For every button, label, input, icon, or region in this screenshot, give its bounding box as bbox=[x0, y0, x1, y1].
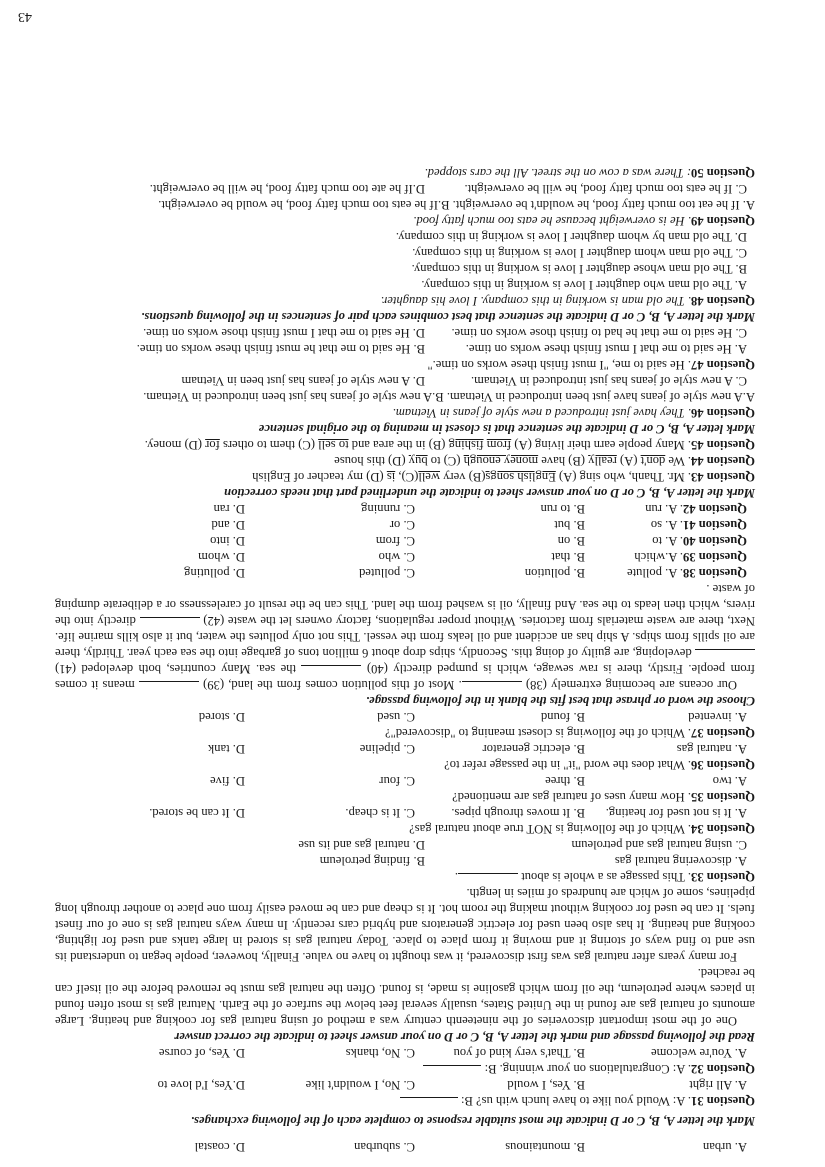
option-a: A. urban bbox=[702, 1140, 747, 1154]
page-number: 43 bbox=[18, 9, 32, 24]
option-b: B. mountainous bbox=[505, 1140, 585, 1154]
question-42: Question 42. A. run B. to run C. running D. ran bbox=[213, 502, 747, 516]
question-48-option-d: D. The old man by whom daughter I love is working in this company. bbox=[395, 230, 747, 244]
question-48-option-c: C. The old man whom daughter I love is working in this company. bbox=[412, 246, 747, 260]
question-31-options: A. All right B. Yes, I would C. No, I wouldn't like D.Yes, I'd love to bbox=[157, 1078, 747, 1092]
passage2: Our oceans are becoming extremely (38) . Most of this pollution comes from the land, (39) means it comes from people. Firstly, there is raw sewage, which is pumped directly (40) the sea. Many countries, both developed (41) developing, are guilty of doing this. Secondly, ships drop about 6 million tons of garbage into the sea each year. Thirdly, there are oil spills from ships. A ship has an accident and oil leaks from the vessel. This not only pollutes the water, but it also kills marine life. Next, there are waste materials from factories. Without proper regulations, factory owners let the waste (42) directly into the rivers, which then leads to the sea. And finally, oil is washed from the land. This can be the result of carelessness or a deliberate dumping of waste . bbox=[54, 582, 755, 692]
question-48-option-a: A. The old man who daughter I love is working in this company. bbox=[421, 278, 747, 292]
section-heading-cloze: Choose the word or phrase that best fits the blank in the following passage. bbox=[365, 694, 755, 708]
question-33-options-ab: A. discovering natural gas B. finding petroleum bbox=[319, 854, 747, 868]
question-31: Question 31. A: Would you like to have lunch with us? B: bbox=[55, 1093, 755, 1109]
section-heading-combine: Mark the letter A, B, C or D indicate the sentence that best combines each pair of sentences in the following questions. bbox=[141, 310, 755, 324]
question-35-options: A. two B. three C. four D. five bbox=[210, 774, 747, 788]
question-50: Question 50: There was a cow on the street. All the cars stopped. bbox=[424, 166, 755, 180]
question-49-options-cd: C. If he eats too much fatty food, he will be overweight. D.If he ate too much fatty food, he will be overweight. bbox=[149, 182, 747, 196]
option-c: C. suburban bbox=[354, 1140, 415, 1154]
top-options-row bbox=[55, 1139, 755, 1155]
question-47: Question 47. He said to me, "I must finish these works on time." bbox=[427, 358, 755, 372]
question-33-options-cd: C. using natural gas and petroleum D. natural gas and its use bbox=[298, 838, 747, 852]
question-39: Question 39. A.which B. that C. who D. whom bbox=[198, 550, 747, 564]
question-46: Question 46. They have just introduced a new style of jeans in Vietnam. bbox=[392, 406, 755, 420]
question-34-options: A. It is not used for heating. B. It moves through pipes. C. It is cheap. D. It can be stored. bbox=[149, 806, 747, 820]
passage1-paragraph-2: For many years after natural gas was first discovered, it was thought to have no value. Finally, however, people began to understand its use and to find ways of storing it and moving it from place to place. Today natural gas is stored in large tanks and used for lighting, cooking and heating. It has also been used for electric generators and hybrid cars recently. In many ways natural gas is one of our finest fuels. It can be used for cooking without making the room hot. It is cheap and can be moved easily from one place to another through long pipelines, some of which are hundreds of miles in length. bbox=[55, 886, 755, 964]
question-33: Question 33. This passage as a whole is about . bbox=[454, 870, 755, 884]
page-content bbox=[55, 165, 755, 1155]
section-heading-closest-meaning: Mark letter A, B, C or D indicate the sentence that is closest in meaning to the original sentence bbox=[258, 422, 755, 436]
question-49: Question 49. He is overweight because he eats too much fatty food. bbox=[413, 214, 755, 228]
question-32: Question 32. A: Congratulations on your winning. B: bbox=[55, 1061, 755, 1077]
question-48-option-b: B. The old man whose daughter I love is working in this company. bbox=[411, 262, 747, 276]
question-37-options: A. invented B. found C. used D. stored bbox=[198, 710, 747, 724]
question-36-options: A. natural gas B. electric generator C. pipeline D. tank bbox=[207, 742, 747, 756]
question-36: Question 36. What does the word "it" in the passage refer to? bbox=[444, 758, 755, 772]
question-41: Question 41. A. so B. but C. or D. and bbox=[211, 518, 747, 532]
question-46-options-cd: C. A new style of jeans has just introduced in Vietnam. D. A new style of jeans has just been in Vietnam bbox=[181, 374, 747, 388]
question-49-options-ab: A. If he eat too much fatty food, he wouldn't be overweight. B.If he eats too much fatty food, he would be overweight. bbox=[158, 198, 755, 212]
question-47-options-cd: C. He said to me that he had to finish those works on time. D. He said to me that I must finish those works on time. bbox=[143, 326, 747, 340]
question-40: Question 40. A. to B. on C. from D. into bbox=[210, 534, 747, 548]
question-45: Question 45. Many people earn their living (A) from fishing (B) in the area and to sell (C) them to others for (D) money. bbox=[144, 438, 755, 452]
question-32-options: A. You're welcome B. That's very kind of you C. No, thanks D. Yes, of course bbox=[158, 1046, 747, 1060]
question-44: Question 44. We don't (A) really (B) have money enough (C) to buy (D) this house bbox=[334, 454, 755, 468]
section-heading-exchanges: Mark the letter A, B, C or D indicate the most suitable response to complete each of the following exchanges. bbox=[190, 1114, 755, 1128]
question-46-options-ab: A.A new style of jeans have just been introduced in Vietnam. B.A new style of jeans has just been introduced in Vietnam. bbox=[143, 390, 755, 404]
question-47-options-ab: A. He said to me that I must finish these works on time. B. He said to me that he must finish these works on time. bbox=[136, 342, 747, 356]
question-38: Question 38. A. pollute B. pollution C. polluted D. polluting bbox=[184, 566, 747, 580]
question-34: Question 34. Which of the following is NOT true about natural gas? bbox=[409, 822, 755, 836]
passage1-paragraph-1: One of the most important discoveries of the nineteenth century was a method of using natural gas for cooking and heating. Large amounts of natural gas are found in the United States, usually several feet below the surface of the Earth. Natural gas is most often found in places where petroleum, the oil from which gasoline is made, is found. Often the natural gas must be removed before the oil itself can be reached. bbox=[55, 966, 755, 1028]
option-d: D. coastal bbox=[194, 1140, 245, 1154]
question-48: Question 48. The old man is working in this company. I love his daughter. bbox=[380, 294, 755, 308]
section-heading-reading: Read the following passage and mark the letter A, B, C or D on your answer sheet to indicate the correct answer bbox=[174, 1030, 755, 1044]
question-37: Question 37. Which of the following is closest meaning to "discovered"? bbox=[385, 726, 755, 740]
question-35: Question 35. How many uses of natural gas are mentioned? bbox=[452, 790, 755, 804]
section-heading-error-correction: Mark the letter A, B, C or D on your answer sheet to indicate the underlined part that needs correction bbox=[224, 486, 755, 500]
question-43: Question 43. Mr. Thanh, who sing (A) English songs(B) very well(C), is (D) my teacher of English bbox=[252, 470, 755, 484]
